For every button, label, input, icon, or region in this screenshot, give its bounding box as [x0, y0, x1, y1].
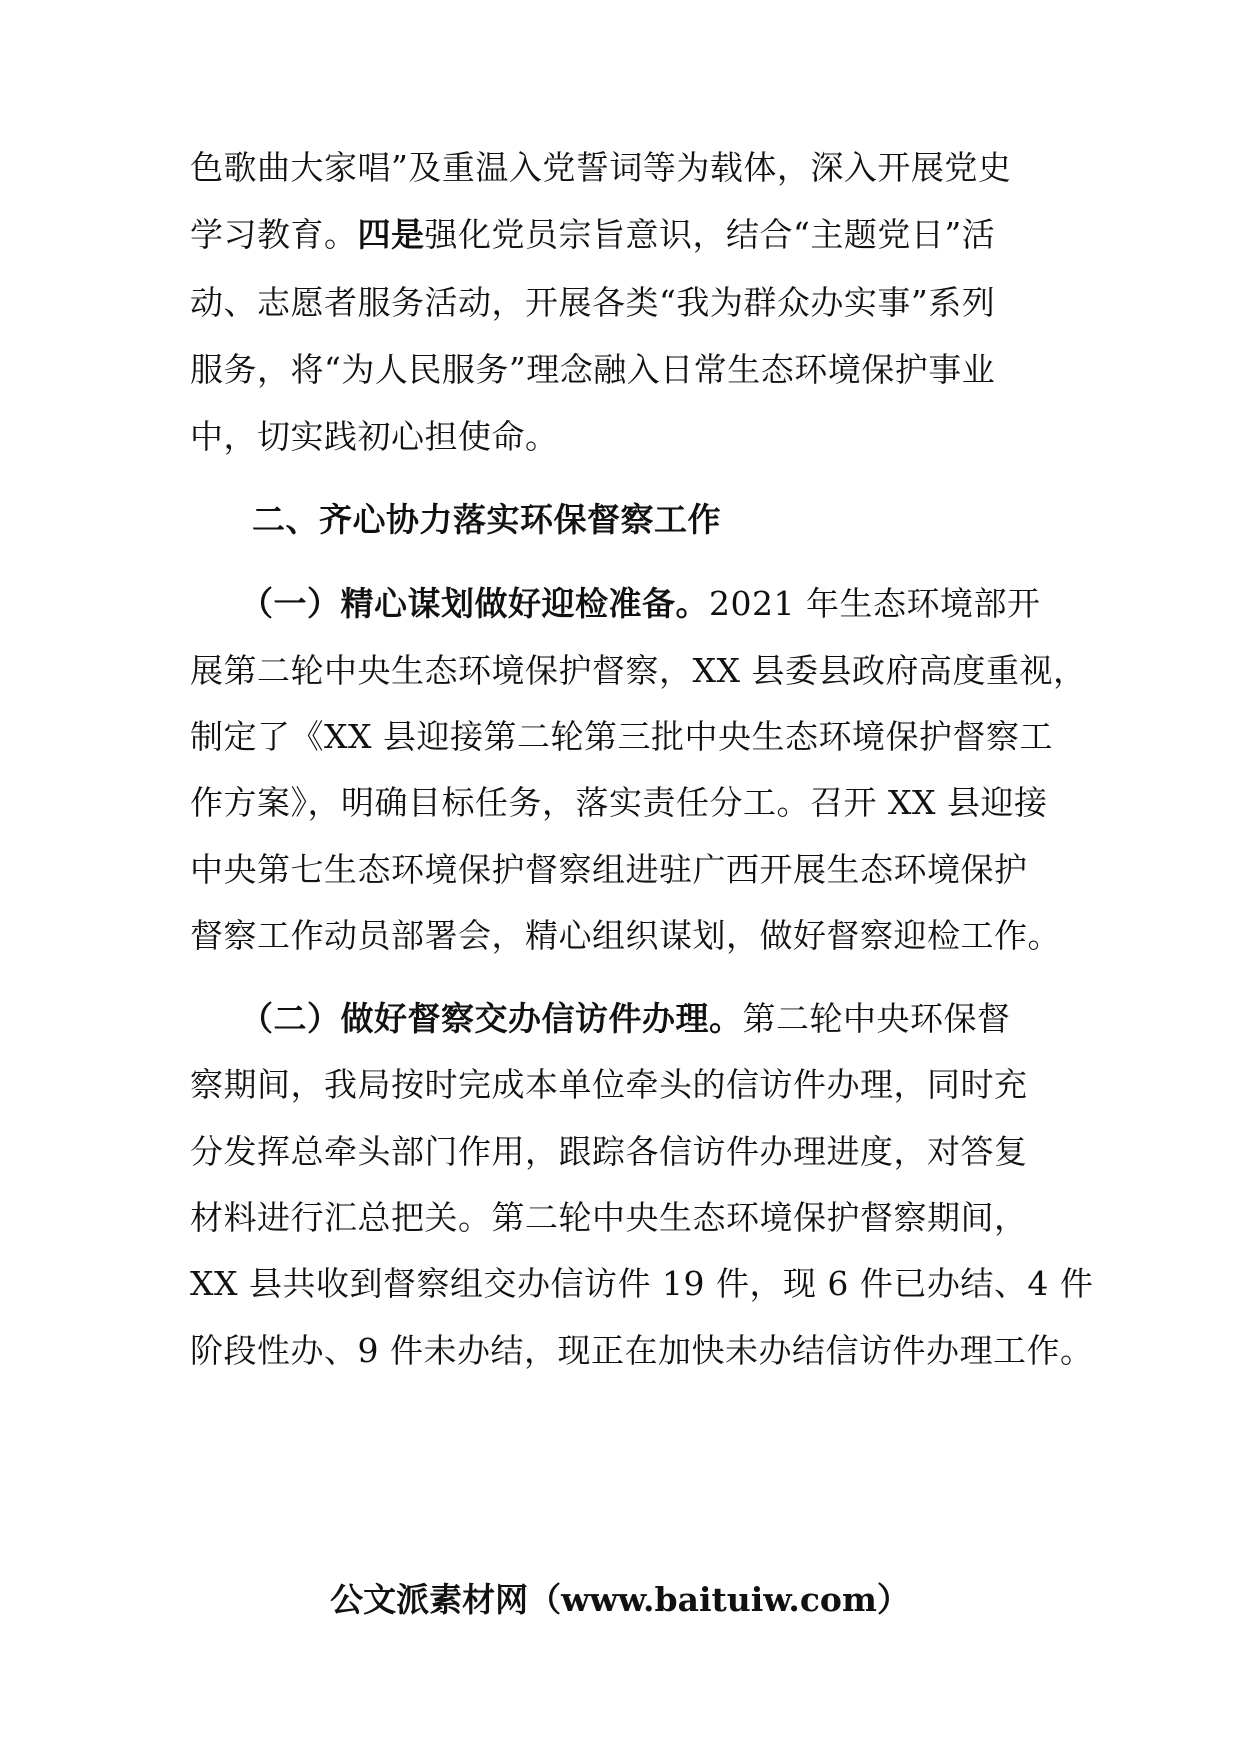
- subsection-heading: （二）做好督察交办信访件办理。: [240, 999, 743, 1038]
- subsection-heading: （一）精心谋划做好迎检准备。: [240, 584, 709, 623]
- paragraph-line: 制定了《XX 县迎接第二轮第三批中央生态环境保护督察工: [190, 717, 1053, 756]
- paragraph-line: [240, 584, 1040, 624]
- paragraph-line: [190, 215, 995, 255]
- paragraph-line: 阶段性办、9 件未办结，现正在加快未办结信访件办理工作。: [190, 1331, 1094, 1370]
- text-run: 2021 年生态环境部开: [709, 584, 1041, 623]
- paragraph-line: [240, 999, 1011, 1039]
- paragraph-line: XX 县共收到督察组交办信访件 19 件，现 6 件已办结、4 件: [190, 1264, 1094, 1303]
- paragraph-line: 察期间，我局按时完成本单位牵头的信访件办理，同时充: [190, 1065, 1028, 1104]
- paragraph-line: 中，切实践初心担使命。: [190, 417, 559, 456]
- paragraph-line: 服务，将“为人民服务”理念融入日常生态环境保护事业: [190, 350, 996, 389]
- paragraph-line: 督察工作动员部署会，精心组织谋划，做好督察迎检工作。: [190, 916, 1061, 955]
- paragraph-line: 中央第七生态环境保护督察组进驻广西开展生态环境保护: [190, 850, 1028, 889]
- paragraph-line: 材料进行汇总把关。第二轮中央生态环境保护督察期间，: [190, 1198, 1028, 1237]
- emphasis-text: 四是: [357, 215, 425, 254]
- paragraph-line: 动、志愿者服务活动，开展各类“我为群众办实事”系列: [190, 283, 996, 322]
- paragraph-line: 展第二轮中央生态环境保护督察，XX 县委县政府高度重视，: [190, 651, 1087, 690]
- section-heading: 二、齐心协力落实环保督察工作: [252, 500, 721, 539]
- footer-watermark: 公文派素材网（www.baituiw.com）: [330, 1580, 910, 1619]
- paragraph-line: 色歌曲大家唱”及重温入党誓词等为载体，深入开展党史: [190, 148, 1012, 187]
- paragraph-line: 分发挥总牵头部门作用，跟踪各信访件办理进度，对答复: [190, 1132, 1028, 1171]
- text-run: 强化党员宗旨意识，结合“主题党日”活: [424, 215, 996, 254]
- text-run: 学习教育。: [190, 215, 358, 254]
- text-run: 第二轮中央环保督: [742, 999, 1011, 1038]
- paragraph-line: 作方案》，明确目标任务，落实责任分工。召开 XX 县迎接: [190, 783, 1048, 822]
